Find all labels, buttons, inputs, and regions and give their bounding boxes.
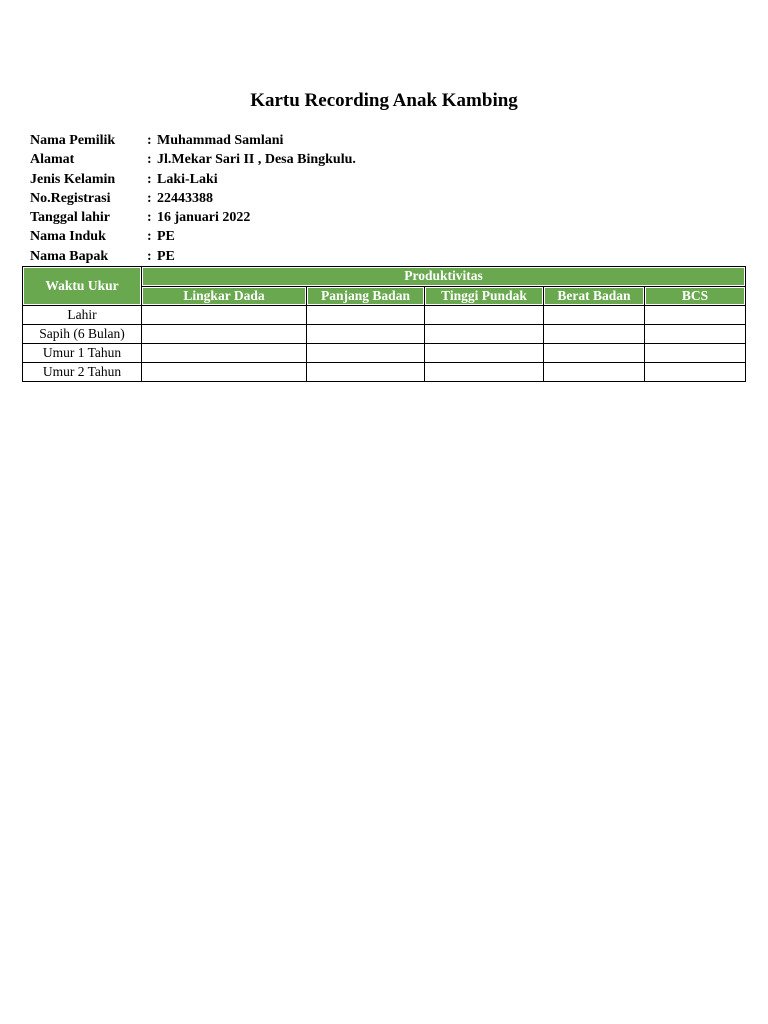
info-row-tanggal-lahir — [30, 208, 356, 227]
row-label: Sapih (6 Bulan) — [23, 325, 142, 344]
info-row-no-registrasi — [30, 189, 356, 208]
table-cell[interactable] — [544, 306, 645, 325]
owner-info — [30, 131, 356, 266]
column-header-berat-badan: Berat Badan — [544, 286, 645, 306]
table-cell[interactable] — [425, 306, 544, 325]
info-colon: : — [147, 171, 152, 187]
info-label: Nama Pemilik — [30, 133, 116, 148]
table-cell[interactable] — [142, 363, 307, 382]
info-row-alamat — [30, 150, 356, 169]
column-header-lingkar-dada: Lingkar Dada — [142, 286, 307, 306]
info-value: 16 januari 2022 — [157, 210, 251, 226]
info-colon: : — [147, 248, 152, 264]
info-label: Nama Induk — [30, 229, 106, 245]
table-cell[interactable] — [645, 344, 746, 363]
table-header-row — [23, 267, 746, 287]
table-cell[interactable] — [307, 306, 425, 325]
document-title: Kartu Recording Anak Kambing — [250, 90, 518, 111]
column-header-bcs: BCS — [645, 286, 746, 306]
table-cell[interactable] — [425, 363, 544, 382]
info-row-nama-bapak — [30, 247, 356, 266]
table-cell[interactable] — [645, 363, 746, 382]
table-row — [23, 325, 746, 344]
info-label: Nama Bapak — [30, 248, 109, 264]
table-cell[interactable] — [142, 344, 307, 363]
recording-table — [22, 266, 746, 382]
info-value: Muhammad Samlani — [157, 133, 284, 148]
row-label: Lahir — [23, 306, 142, 325]
info-label: No.Registrasi — [30, 190, 111, 206]
table-cell[interactable] — [544, 325, 645, 344]
table-cell[interactable] — [645, 325, 746, 344]
table-row — [23, 363, 746, 382]
info-value: 22443388 — [157, 190, 213, 206]
info-value: Jl.Mekar Sari II , Desa Bingkulu. — [157, 152, 356, 168]
info-value: Laki-Laki — [157, 171, 218, 187]
info-row-jenis-kelamin — [30, 170, 356, 189]
info-value: PE — [157, 229, 175, 245]
table-row — [23, 344, 746, 363]
info-colon: : — [147, 190, 152, 206]
table-row — [23, 306, 746, 325]
info-colon: : — [147, 152, 152, 168]
table-cell[interactable] — [142, 306, 307, 325]
table-cell[interactable] — [307, 363, 425, 382]
table-cell[interactable] — [142, 325, 307, 344]
column-header-produktivitas: Produktivitas — [142, 267, 746, 287]
table-cell[interactable] — [544, 363, 645, 382]
info-row-nama-induk — [30, 227, 356, 246]
table-cell[interactable] — [544, 344, 645, 363]
info-colon: : — [147, 229, 152, 245]
info-value: PE — [157, 248, 175, 264]
info-colon: : — [147, 133, 152, 148]
table-cell[interactable] — [645, 306, 746, 325]
table-cell[interactable] — [425, 344, 544, 363]
info-label: Alamat — [30, 152, 75, 168]
table-cell[interactable] — [307, 344, 425, 363]
table-cell[interactable] — [425, 325, 544, 344]
column-header-tinggi-pundak: Tinggi Pundak — [425, 286, 544, 306]
row-label: Umur 1 Tahun — [23, 344, 142, 363]
table-cell[interactable] — [307, 325, 425, 344]
info-label: Tanggal lahir — [30, 210, 111, 226]
column-header-panjang-badan: Panjang Badan — [307, 286, 425, 306]
info-row-nama-pemilik — [30, 131, 356, 150]
info-label: Jenis Kelamin — [30, 171, 116, 187]
column-header-waktu-ukur: Waktu Ukur — [23, 267, 142, 306]
row-label: Umur 2 Tahun — [23, 363, 142, 382]
info-colon: : — [147, 210, 152, 226]
